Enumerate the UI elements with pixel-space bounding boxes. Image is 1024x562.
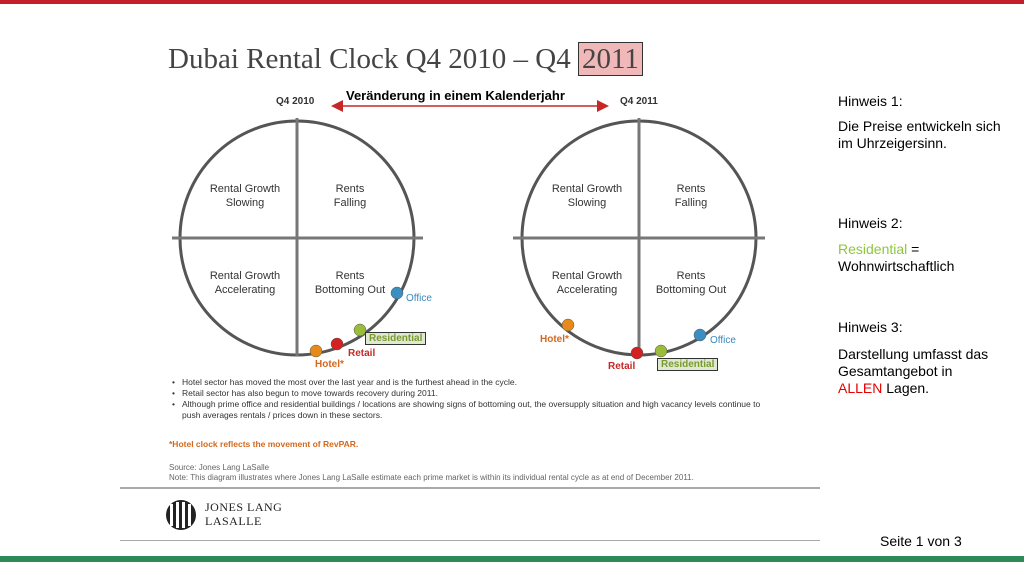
marker-right-residential bbox=[655, 345, 667, 357]
right-quadrant-bottom-left: Rental Growth Accelerating bbox=[551, 270, 623, 296]
divider-bottom bbox=[120, 540, 820, 541]
source-text: Source: Jones Lang LaSalle bbox=[169, 463, 270, 472]
hint-2-residential: Residential bbox=[838, 241, 908, 257]
source-note bbox=[169, 463, 694, 483]
right-quadrant-top-left: Rental Growth Slowing bbox=[551, 183, 623, 209]
hint-1-title: Hinweis 1: bbox=[838, 93, 903, 109]
hint-2-title: Hinweis 2: bbox=[838, 215, 903, 231]
clock-left-label: Q4 2010 bbox=[276, 96, 315, 107]
right-residential-label: Residential bbox=[657, 358, 718, 371]
marker-right-office bbox=[694, 329, 706, 341]
jll-logo-text: JONES LANG LASALLE bbox=[205, 500, 283, 528]
left-retail-label: Retail bbox=[348, 348, 376, 359]
left-quadrant-bottom-right: Rents Bottoming Out bbox=[314, 270, 386, 296]
right-hotel-label: Hotel* bbox=[540, 334, 569, 345]
marker-right-hotel bbox=[562, 319, 574, 331]
bullet-item: • Hotel sector has moved the most over the last year and is the furthest ahead in the cycle. bbox=[172, 377, 772, 388]
left-quadrant-bottom-left: Rental Growth Accelerating bbox=[209, 270, 281, 296]
hint-2-text: Residential = Wohnwirtschaftlich bbox=[838, 241, 955, 274]
page-indicator: Seite 1 von 3 bbox=[880, 533, 962, 549]
jll-logo-mark bbox=[166, 500, 196, 530]
right-quadrant-top-right: Rents Falling bbox=[674, 183, 708, 209]
bullet-list bbox=[172, 377, 772, 421]
hint-1-text: Die Preise entwickeln sich im Uhrzeigersinn. bbox=[838, 118, 1001, 151]
hint-3-allen: ALLEN bbox=[838, 380, 883, 396]
marker-left-retail bbox=[331, 338, 343, 350]
right-quadrant-bottom-right: Rents Bottoming Out bbox=[655, 270, 727, 296]
title-year-highlight: 2011 bbox=[578, 42, 643, 76]
right-office-label: Office bbox=[710, 335, 736, 346]
right-retail-label: Retail bbox=[608, 361, 636, 372]
hotel-footnote: *Hotel clock reflects the movement of RevPAR. bbox=[169, 439, 359, 449]
left-residential-label: Residential bbox=[365, 332, 426, 345]
hint-3-text: Darstellung umfasst das Gesamtangebot in ALLEN Lagen. bbox=[838, 346, 989, 396]
bullet-item: • Retail sector has also begun to move towards recovery during 2011. bbox=[172, 388, 772, 399]
hint-3-title: Hinweis 3: bbox=[838, 319, 903, 335]
divider-top bbox=[120, 487, 820, 489]
left-office-label: Office bbox=[406, 293, 432, 304]
clock-left bbox=[172, 118, 423, 357]
left-quadrant-top-left: Rental Growth Slowing bbox=[209, 183, 281, 209]
left-hotel-label: Hotel* bbox=[315, 359, 344, 370]
left-quadrant-top-right: Rents Falling bbox=[333, 183, 367, 209]
change-label: Veränderung in einem Kalenderjahr bbox=[346, 88, 565, 103]
bullet-item: • Although prime office and residential buildings / locations are showing signs of bottoming out, the oversupply situation and high vacancy levels continue to push averages rentals / prices down in these sectors. bbox=[172, 399, 772, 421]
bottom-accent-bar bbox=[0, 556, 1024, 562]
note-text: Note: This diagram illustrates where Jones Lang LaSalle estimate each prime market is within its individual rental cycle as at end of December 2011. bbox=[169, 473, 694, 482]
clock-right bbox=[513, 118, 765, 359]
marker-right-retail bbox=[631, 347, 643, 359]
title-main: Dubai Rental Clock Q4 2010 – Q4 bbox=[168, 43, 571, 75]
marker-left-hotel bbox=[310, 345, 322, 357]
clock-right-label: Q4 2011 bbox=[620, 96, 658, 107]
